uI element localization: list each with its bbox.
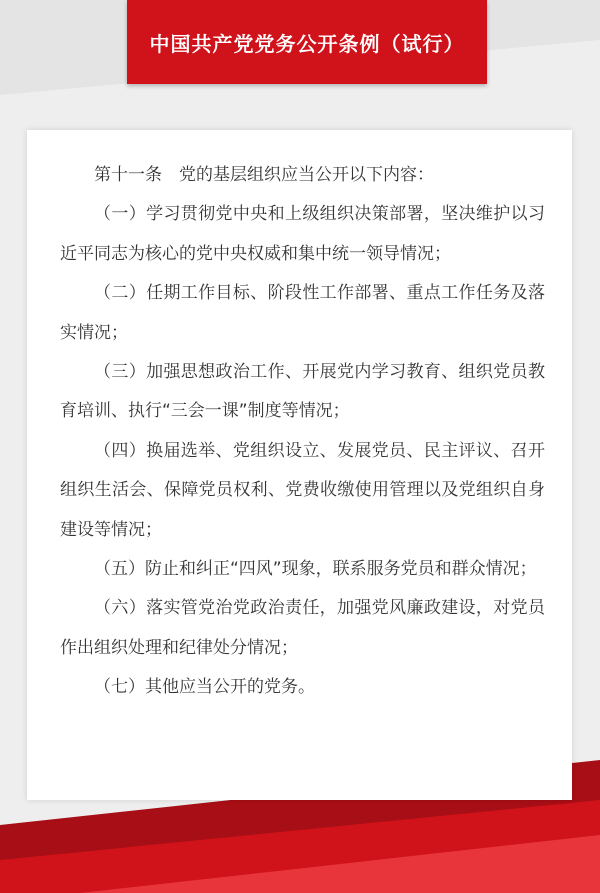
article-item-2: （二）任期工作目标、阶段性工作部署、重点工作任务及落实情况；: [60, 283, 545, 343]
article-item-4: （四）换届选举、党组织设立、发展党员、民主评议、召开组织生活会、保障党员权利、党费收缴使用管理以及党组织自身建设等情况；: [60, 440, 545, 540]
article-item-1: （一）学习贯彻党中央和上级组织决策部署，坚决维护以习近平同志为核心的党中央权威和集中统一领导情况；: [60, 204, 545, 264]
article-item-6: （六）落实管党治党政治责任，加强党风廉政建设，对党员作出组织处理和纪律处分情况；: [60, 598, 545, 658]
article-item-3: （三）加强思想政治工作、开展党内学习教育、组织党员教育培训、执行“三会一课”制度等情况；: [60, 362, 545, 422]
article-item-7: （七）其他应当公开的党务。: [94, 677, 315, 698]
article-intro: 第十一条 党的基层组织应当公开以下内容：: [94, 165, 434, 185]
page-title: 中国共产党党务公开条例（试行）: [149, 31, 465, 56]
title-banner: [127, 0, 487, 84]
content-card: [27, 130, 572, 800]
article-body: [60, 156, 545, 708]
article-item-5: （五）防止和纠正“四风”现象，联系服务党员和群众情况；: [94, 559, 537, 580]
